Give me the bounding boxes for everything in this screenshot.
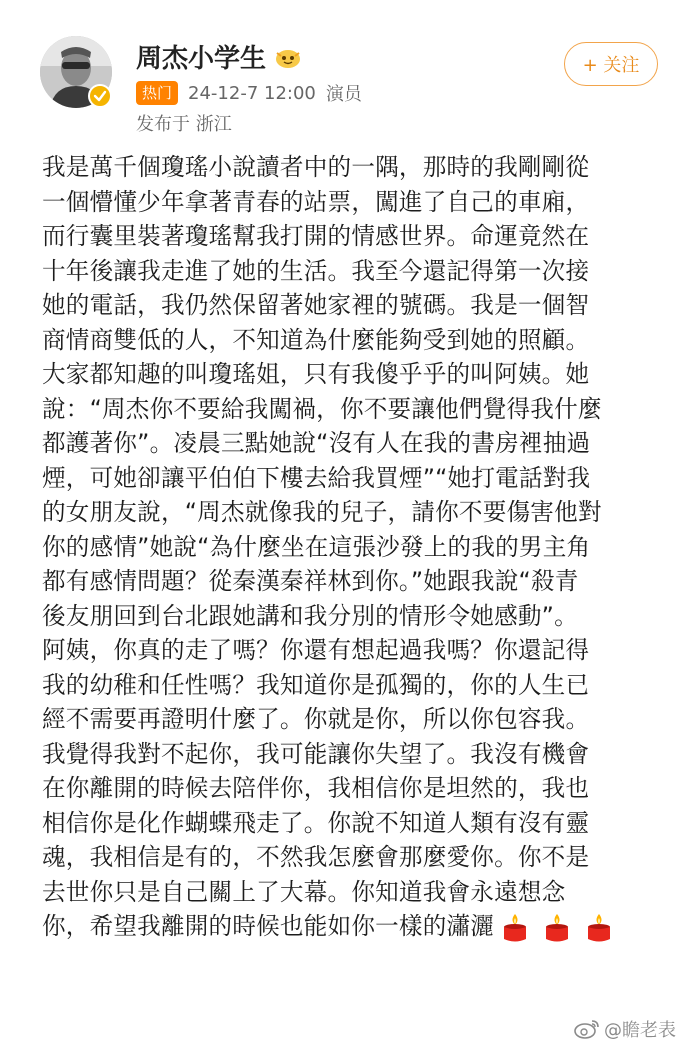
username-row [136, 38, 302, 75]
candle-icon [498, 911, 532, 945]
post-header [0, 0, 700, 150]
post-text: 十年後讓我走進了她的生活。我至今還記得第一次接 [42, 256, 590, 285]
post-text-line [42, 357, 672, 392]
post-text-line [42, 633, 672, 668]
candle-icon [582, 911, 616, 945]
post-text-line [42, 185, 672, 220]
post-text: 相信你是化作蝴蝶飛走了。你說不知道人類有沒有靈 [42, 808, 590, 837]
post-text: 你，希望我離開的時候也能如你一樣的瀟灑 [42, 912, 495, 940]
post-text: 經不需要再證明什麼了。你就是你，所以你包容我。 [42, 705, 590, 733]
post-text-line [42, 392, 672, 427]
post-text: 說：“周杰你不要給我闖禍，你不要讓他們覺得我什麼 [42, 394, 602, 423]
post-text-line [42, 564, 672, 599]
post-text-line [42, 840, 672, 875]
post-meta [136, 80, 362, 106]
post-text: 一個懵懂少年拿著青春的站票，闖進了自己的車廂， [42, 187, 590, 216]
post-text-line [42, 495, 672, 530]
post-text-line [42, 771, 672, 806]
post-text: 而行囊里裝著瓊瑤幫我打開的情感世界。命運竟然在 [42, 222, 590, 250]
post-text-line [42, 288, 672, 323]
hot-badge: 热门 [136, 81, 178, 105]
username[interactable]: 周杰小学生 [136, 44, 267, 74]
post-text-line [42, 426, 672, 461]
post-text-line [42, 254, 672, 289]
post-text-line [42, 875, 672, 910]
post-text-line [42, 530, 672, 565]
post-text-line [42, 909, 672, 944]
post-text: 煙，可她卻讓平伯伯下樓去給我買煙”“她打電話對我 [42, 463, 591, 492]
post-text: 我是萬千個瓊瑤小說讀者中的一隅，那時的我剛剛從 [42, 153, 590, 181]
post-text: 阿姨，你真的走了嗎？你還有想起過我嗎？你還記得 [42, 636, 590, 664]
post-text: 魂，我相信是有的，不然我怎麼會那麼愛你。你不是 [42, 843, 590, 871]
post-text: 商情商雙低的人，不知道為什麼能夠受到她的照顧。 [42, 325, 590, 354]
post-text: 後友朋回到台北跟她講和我分別的情形令她感動”。 [42, 601, 578, 630]
watermark [574, 1016, 676, 1042]
follow-button[interactable]: + 关注 [564, 42, 658, 86]
post-text-line [42, 668, 672, 703]
post-text: 她的電話，我仍然保留著她家裡的號碼。我是一個智 [42, 291, 590, 319]
post-datetime: 24-12-7 12:00 [188, 82, 316, 104]
post-text-line [42, 599, 672, 634]
post-body [42, 150, 672, 944]
post-text-line [42, 150, 672, 185]
verified-badge-icon [88, 84, 112, 108]
post-text: 你的感情”她說“為什麼坐在這張沙發上的我的男主角 [42, 532, 591, 561]
post-text: 都有感情問題？從秦漢秦祥林到你。”她跟我說“殺青 [42, 567, 579, 595]
post-text: 都護著你”。凌晨三點她說“沒有人在我的書房裡抽過 [42, 429, 591, 457]
post-text-line [42, 461, 672, 496]
post-text-line [42, 219, 672, 254]
post-text: 去世你只是自己關上了大幕。你知道我會永遠想念 [42, 877, 566, 906]
candle-icon [540, 911, 574, 945]
post-text: 我覺得我對不起你，我可能讓你失望了。我沒有機會 [42, 739, 590, 768]
weibo-logo-icon [574, 1018, 600, 1040]
post-text-line [42, 737, 672, 772]
post-text: 在你離開的時候去陪伴你，我相信你是坦然的，我也 [42, 774, 590, 802]
post-text: 大家都知趣的叫瓊瑤姐，只有我傻乎乎的叫阿姨。她 [42, 360, 590, 388]
fan-badge-icon [274, 46, 302, 68]
post-text-line [42, 323, 672, 358]
candle-emoji-group [498, 911, 616, 945]
post-location: 发布于 浙江 [136, 114, 232, 135]
user-role: 演员 [325, 84, 362, 105]
post-text: 我的幼稚和任性嗎？我知道你是孤獨的，你的人生已 [42, 670, 590, 699]
post-text: 的女朋友說，“周杰就像我的兒子，請你不要傷害他對 [42, 498, 602, 526]
post-text-line [42, 702, 672, 737]
watermark-text: @瞻老表 [604, 1020, 676, 1041]
post-text-line [42, 806, 672, 841]
